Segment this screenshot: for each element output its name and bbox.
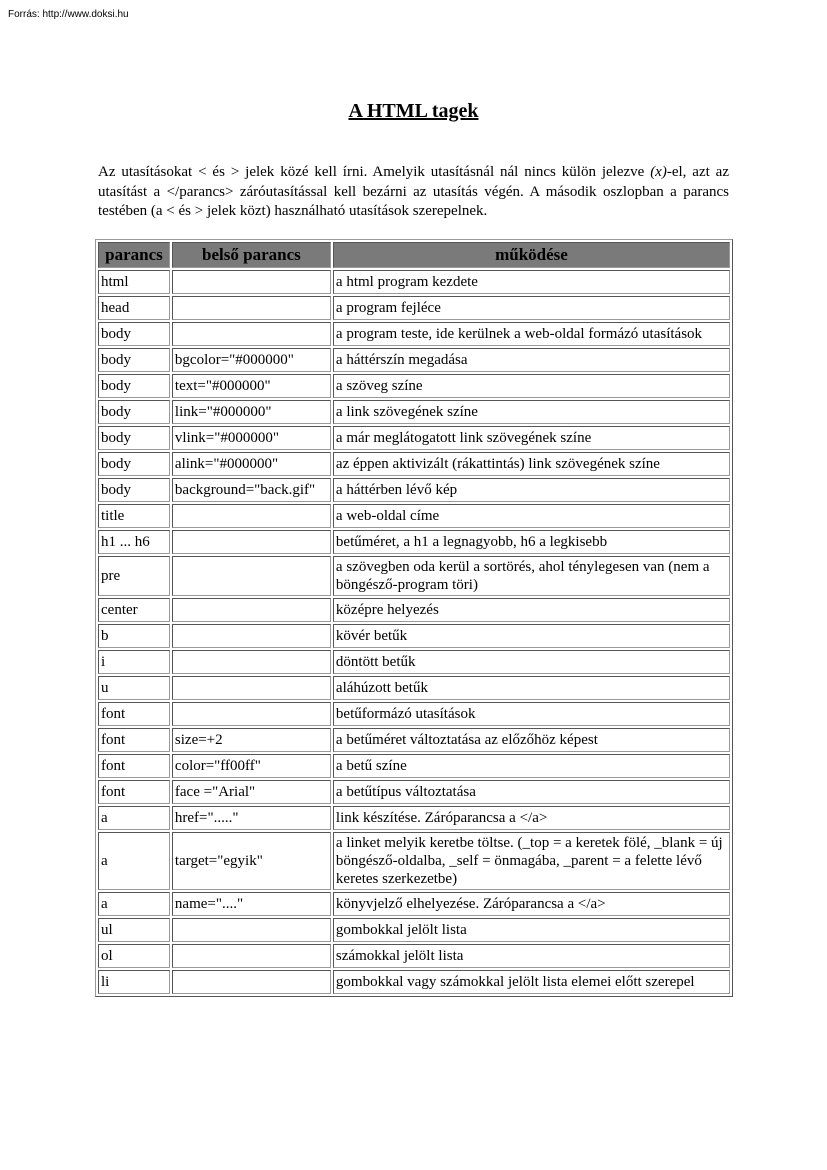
table-row bbox=[98, 598, 730, 622]
cell-belso-parancs bbox=[172, 556, 331, 596]
cell-parancs: body bbox=[98, 426, 170, 450]
cell-mukodese: a web-oldal címe bbox=[333, 504, 730, 528]
cell-belso-parancs: href="....." bbox=[172, 806, 331, 830]
intro-italic: (x) bbox=[650, 164, 667, 180]
cell-parancs: h1 ... h6 bbox=[98, 530, 170, 554]
table-row bbox=[98, 530, 730, 554]
cell-belso-parancs bbox=[172, 296, 331, 320]
table-row bbox=[98, 944, 730, 968]
cell-parancs: center bbox=[98, 598, 170, 622]
cell-parancs: font bbox=[98, 754, 170, 778]
cell-mukodese: a html program kezdete bbox=[333, 270, 730, 294]
table-row bbox=[98, 806, 730, 830]
table-body bbox=[98, 270, 730, 994]
cell-mukodese: a háttérszín megadása bbox=[333, 348, 730, 372]
table-row bbox=[98, 650, 730, 674]
cell-parancs: pre bbox=[98, 556, 170, 596]
table-row bbox=[98, 728, 730, 752]
cell-mukodese: aláhúzott betűk bbox=[333, 676, 730, 700]
cell-mukodese: könyvjelző elhelyezése. Záróparancsa a </a> bbox=[333, 892, 730, 916]
cell-parancs: body bbox=[98, 322, 170, 346]
cell-belso-parancs bbox=[172, 676, 331, 700]
cell-mukodese: a program fejléce bbox=[333, 296, 730, 320]
cell-mukodese: döntött betűk bbox=[333, 650, 730, 674]
table-header-row bbox=[98, 242, 730, 268]
cell-belso-parancs: link="#000000" bbox=[172, 400, 331, 424]
cell-belso-parancs: face ="Arial" bbox=[172, 780, 331, 804]
table-row bbox=[98, 832, 730, 890]
header-belso-parancs: belső parancs bbox=[172, 242, 331, 268]
cell-mukodese: a betű színe bbox=[333, 754, 730, 778]
cell-belso-parancs bbox=[172, 702, 331, 726]
cell-belso-parancs: name="...." bbox=[172, 892, 331, 916]
table-row bbox=[98, 624, 730, 648]
table-row bbox=[98, 348, 730, 372]
cell-belso-parancs: color="ff00ff" bbox=[172, 754, 331, 778]
cell-parancs: body bbox=[98, 452, 170, 476]
cell-mukodese: gombokkal vagy számokkal jelölt lista elemei előtt szerepel bbox=[333, 970, 730, 994]
cell-belso-parancs bbox=[172, 918, 331, 942]
cell-belso-parancs bbox=[172, 944, 331, 968]
cell-belso-parancs bbox=[172, 970, 331, 994]
cell-belso-parancs: target="egyik" bbox=[172, 832, 331, 890]
cell-mukodese: számokkal jelölt lista bbox=[333, 944, 730, 968]
cell-mukodese: a program teste, ide kerülnek a web-oldal formázó utasítások bbox=[333, 322, 730, 346]
cell-belso-parancs: size=+2 bbox=[172, 728, 331, 752]
table-row bbox=[98, 478, 730, 502]
cell-mukodese: betűméret, a h1 a legnagyobb, h6 a legkisebb bbox=[333, 530, 730, 554]
cell-parancs: font bbox=[98, 780, 170, 804]
table-row bbox=[98, 296, 730, 320]
cell-mukodese: a szövegben oda kerül a sortörés, ahol ténylegesen van (nem a böngésző-program töri) bbox=[333, 556, 730, 596]
cell-mukodese: a már meglátogatott link szövegének színe bbox=[333, 426, 730, 450]
cell-parancs: ul bbox=[98, 918, 170, 942]
source-line: Forrás: http://www.doksi.hu bbox=[8, 9, 129, 20]
table-row bbox=[98, 374, 730, 398]
cell-parancs: body bbox=[98, 374, 170, 398]
cell-mukodese: a háttérben lévő kép bbox=[333, 478, 730, 502]
header-parancs: parancs bbox=[98, 242, 170, 268]
cell-belso-parancs: alink="#000000" bbox=[172, 452, 331, 476]
cell-parancs: a bbox=[98, 806, 170, 830]
table-row bbox=[98, 322, 730, 346]
table-row bbox=[98, 676, 730, 700]
table-row bbox=[98, 892, 730, 916]
cell-parancs: i bbox=[98, 650, 170, 674]
table-row bbox=[98, 702, 730, 726]
cell-mukodese: a betűméret változtatása az előzőhöz képest bbox=[333, 728, 730, 752]
table-row bbox=[98, 970, 730, 994]
cell-parancs: font bbox=[98, 702, 170, 726]
cell-belso-parancs bbox=[172, 598, 331, 622]
intro-paragraph bbox=[98, 163, 729, 222]
cell-mukodese: kövér betűk bbox=[333, 624, 730, 648]
cell-belso-parancs: background="back.gif" bbox=[172, 478, 331, 502]
table-row bbox=[98, 780, 730, 804]
header-mukodese: működése bbox=[333, 242, 730, 268]
cell-parancs: font bbox=[98, 728, 170, 752]
commands-table bbox=[95, 239, 733, 997]
table-row bbox=[98, 754, 730, 778]
cell-mukodese: betűformázó utasítások bbox=[333, 702, 730, 726]
table-row bbox=[98, 452, 730, 476]
cell-parancs: title bbox=[98, 504, 170, 528]
cell-mukodese: a betűtípus változtatása bbox=[333, 780, 730, 804]
table-row bbox=[98, 270, 730, 294]
cell-mukodese: gombokkal jelölt lista bbox=[333, 918, 730, 942]
cell-mukodese: az éppen aktivizált (rákattintás) link szövegének színe bbox=[333, 452, 730, 476]
cell-belso-parancs bbox=[172, 322, 331, 346]
cell-mukodese: a link szövegének színe bbox=[333, 400, 730, 424]
cell-belso-parancs: bgcolor="#000000" bbox=[172, 348, 331, 372]
table-row bbox=[98, 918, 730, 942]
cell-belso-parancs bbox=[172, 530, 331, 554]
table-row bbox=[98, 400, 730, 424]
cell-belso-parancs bbox=[172, 270, 331, 294]
table-row bbox=[98, 556, 730, 596]
cell-mukodese: középre helyezés bbox=[333, 598, 730, 622]
cell-belso-parancs: vlink="#000000" bbox=[172, 426, 331, 450]
cell-belso-parancs bbox=[172, 504, 331, 528]
cell-belso-parancs bbox=[172, 624, 331, 648]
table-row bbox=[98, 426, 730, 450]
cell-parancs: a bbox=[98, 832, 170, 890]
cell-parancs: body bbox=[98, 400, 170, 424]
cell-parancs: a bbox=[98, 892, 170, 916]
intro-text-2: -el, azt az utasítást a </parancs> záróutasítással kell bezárni az utasítás végén. A második oszlopban a parancs testében (a < és > jelek közt) használható utasítások szerepelnek. bbox=[98, 164, 729, 219]
cell-parancs: ol bbox=[98, 944, 170, 968]
cell-parancs: body bbox=[98, 478, 170, 502]
cell-parancs: head bbox=[98, 296, 170, 320]
cell-parancs: html bbox=[98, 270, 170, 294]
cell-mukodese: a szöveg színe bbox=[333, 374, 730, 398]
cell-parancs: b bbox=[98, 624, 170, 648]
intro-text-1: Az utasításokat < és > jelek közé kell írni. Amelyik utasításnál nál nincs külön jelezve bbox=[98, 164, 651, 180]
cell-mukodese: link készítése. Záróparancsa a </a> bbox=[333, 806, 730, 830]
cell-parancs: body bbox=[98, 348, 170, 372]
table-row bbox=[98, 504, 730, 528]
cell-belso-parancs bbox=[172, 650, 331, 674]
cell-belso-parancs: text="#000000" bbox=[172, 374, 331, 398]
cell-parancs: u bbox=[98, 676, 170, 700]
page-title: A HTML tagek bbox=[348, 100, 479, 122]
cell-parancs: li bbox=[98, 970, 170, 994]
cell-mukodese: a linket melyik keretbe töltse. (_top = a keretek fölé, _blank = új böngésző-oldalba, _self = önmagába, _parent = a felette lévő keretes szerkezetbe) bbox=[333, 832, 730, 890]
